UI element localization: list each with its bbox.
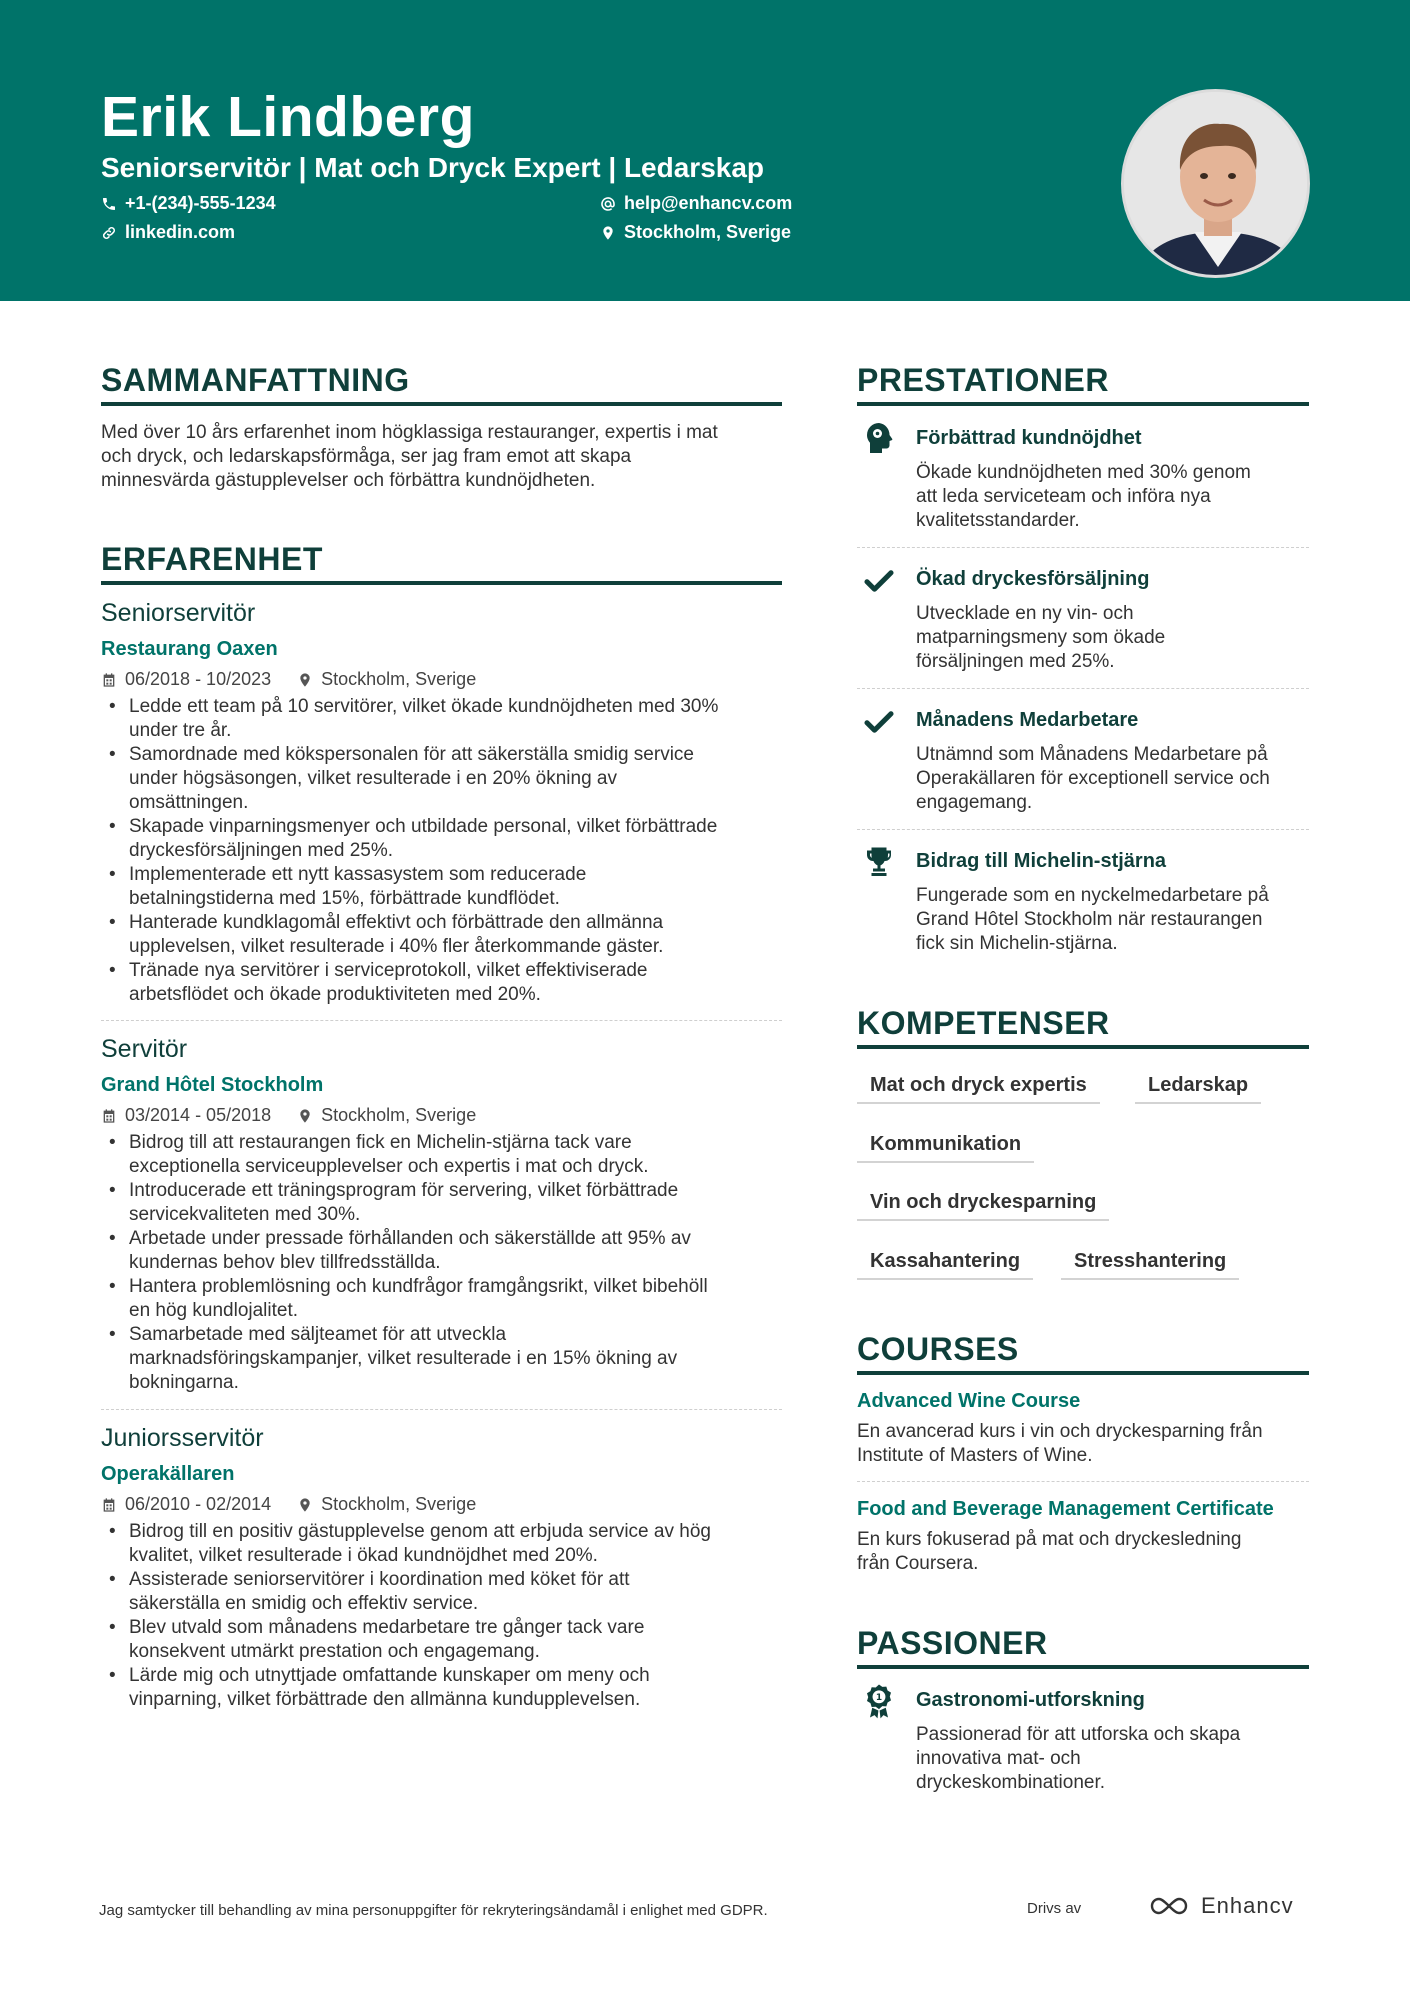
check-icon: [861, 563, 897, 599]
company-name: Grand Hôtel Stockholm: [101, 1074, 324, 1096]
skill-tag: Ledarskap: [1135, 1070, 1261, 1104]
achievement-text: Ökade kundnöjdheten med 30% genom att leda serviceteam och införa nya kvalitetsstandarder.: [916, 462, 1251, 531]
phone-icon: [101, 196, 117, 212]
calendar-icon: [101, 1108, 117, 1124]
job-meta: [101, 1105, 476, 1126]
bullet-item: • Ledde ett team på 10 servitörer, vilket ökade kundnöjdheten med 30% under tre år.: [101, 695, 791, 743]
avatar-illustration: [1124, 92, 1310, 278]
profile-photo: [1121, 89, 1310, 278]
location-pin-icon: [297, 672, 313, 688]
achievement-title: Ökad dryckesförsäljning: [916, 568, 1150, 590]
summary-title: SAMMANFATTNING: [101, 362, 410, 398]
bullet-item: • Tränade nya servitörer i serviceprotokoll, vilket effektiviserade arbetsflödet och ökade produktiviteten med 20%.: [101, 959, 791, 1007]
job-dates: 06/2018 - 10/2023: [125, 669, 272, 689]
calendar-icon: [101, 1497, 117, 1513]
trophy-icon: [861, 843, 897, 879]
job-meta: [101, 1494, 476, 1515]
job-bullets: [101, 1520, 791, 1712]
location-pin-icon: [600, 225, 616, 241]
job-bullets: [101, 1131, 791, 1395]
enhancv-logo[interactable]: [1147, 1893, 1294, 1919]
experience-title: ERFARENHET: [101, 541, 323, 577]
bullet-item: • Bidrog till att restaurangen fick en Michelin-stjärna tack vare exceptionella serviceupplevelser och expertis i mat och dryck.: [101, 1131, 791, 1179]
job-title: Servitör: [101, 1035, 188, 1063]
course-title: Food and Beverage Management Certificate: [857, 1498, 1274, 1520]
job-dates: 03/2014 - 05/2018: [125, 1105, 272, 1125]
linkedin-text: linkedin.com: [125, 222, 236, 242]
summary-text: [101, 421, 791, 493]
check-icon: [861, 704, 897, 740]
bullet-item: • Assisterade seniorservitörer i koordination med köket för att säkerställa en smidig och effektiv service.: [101, 1568, 791, 1616]
courses-title: COURSES: [857, 1331, 1019, 1367]
brand-name: Enhancv: [1201, 1893, 1294, 1918]
course-description: En kurs fokuserad på mat och dryckesledning från Coursera.: [857, 1529, 1242, 1574]
job-location: Stockholm, Sverige: [321, 669, 477, 689]
svg-text:1: 1: [875, 1693, 883, 1704]
location-contact: [600, 222, 791, 243]
bullet-item: • Lärde mig och utnyttjade omfattande kunskaper om meny och vinparning, vilket förbättrade den allmänna kundupplevelsen.: [101, 1664, 791, 1712]
skills-title: KOMPETENSER: [857, 1005, 1110, 1041]
calendar-icon: [101, 672, 117, 688]
course-description: En avancerad kurs i vin och dryckesparning från Institute of Masters of Wine.: [857, 1421, 1263, 1466]
bullet-item: • Blev utvald som månadens medarbetare tre gånger tack vare konsekvent utmärkt prestation och engagemang.: [101, 1616, 791, 1664]
job-location: Stockholm, Sverige: [321, 1105, 477, 1125]
bullet-item: • Skapade vinparningsmenyer och utbildade personal, vilket förbättrade dryckesförsäljningen med 25%.: [101, 815, 791, 863]
infinity-logo-icon: [1147, 1894, 1193, 1918]
passions-rule: [857, 1665, 1309, 1669]
summary-rule: [101, 402, 782, 406]
job-divider: [101, 1020, 782, 1021]
achievement-text: Utvecklade en ny vin- och matparningsmeny som ökade försäljningen med 25%.: [916, 603, 1166, 672]
linkedin-contact[interactable]: [101, 222, 235, 243]
achievement-title: Månadens Medarbetare: [916, 709, 1139, 731]
achievement-text: Utnämnd som Månadens Medarbetare på Operakällaren för exceptionell service och engagemang.: [916, 744, 1270, 813]
job-title: Seniorservitör: [101, 599, 256, 627]
bullet-item: • Implementerade ett nytt kassasystem som reducerade betalningstiderna med 15%, förbättrade kundflödet.: [101, 863, 791, 911]
head-icon: [861, 420, 897, 456]
skill-tag: Kommunikation: [857, 1129, 1034, 1163]
experience-rule: [101, 581, 782, 585]
achievement-divider: [857, 829, 1309, 830]
bullet-item: • Introducerade ett träningsprogram för servering, vilket förbättrade servicekvaliteten med 30%.: [101, 1179, 791, 1227]
company-name: Operakällaren: [101, 1463, 235, 1485]
bullet-item: • Bidrog till en positiv gästupplevelse genom att erbjuda service av hög kvalitet, vilket resulterade i ökad kundnöjdhet med 20%.: [101, 1520, 791, 1568]
skills-rule: [857, 1045, 1309, 1049]
passion-title: Gastronomi-utforskning: [916, 1689, 1145, 1711]
course-divider: [857, 1481, 1309, 1482]
skill-tag: Stresshantering: [1061, 1246, 1239, 1280]
job-title: Juniorsservitör: [101, 1424, 264, 1452]
phone-text: +1-(234)-555-1234: [125, 193, 276, 213]
courses-rule: [857, 1371, 1309, 1375]
location-pin-icon: [297, 1108, 313, 1124]
achievements-rule: [857, 402, 1309, 406]
achievement-text: Fungerade som en nyckelmedarbetare på Grand Hôtel Stockholm när restaurangen fick sin Michelin-stjärna.: [916, 885, 1269, 954]
email-text: help@enhancv.com: [624, 193, 793, 213]
skill-tag: Mat och dryck expertis: [857, 1070, 1100, 1104]
bullet-item: • Hantera problemlösning och kundfrågor framgångsrikt, vilket bibehöll en hög kundlojalitet.: [101, 1275, 791, 1323]
bullet-item: • Samarbetade med säljteamet för att utveckla marknadsföringskampanjer, vilket resulterade i en 15% ökning av bokningarna.: [101, 1323, 791, 1395]
candidate-headline: Seniorservitör | Mat och Dryck Expert | Ledarskap: [101, 152, 765, 183]
location-text: Stockholm, Sverige: [624, 222, 792, 242]
skill-tag: Vin och dryckesparning: [857, 1187, 1109, 1221]
achievement-title: Bidrag till Michelin-stjärna: [916, 850, 1167, 872]
powered-by-label: Drivs av: [1027, 1900, 1082, 1917]
candidate-name: Erik Lindberg: [101, 85, 475, 149]
achievements-title: PRESTATIONER: [857, 362, 1109, 398]
award-ribbon-icon: [861, 1683, 897, 1719]
course-title: Advanced Wine Course: [857, 1390, 1081, 1412]
email-contact[interactable]: [600, 193, 792, 214]
summary-line: och dryck, och ledarskapsförmåga, ser jag fram emot att skapa: [101, 446, 632, 467]
job-divider: [101, 1409, 782, 1410]
gdpr-consent: Jag samtycker till behandling av mina personuppgifter för rekryteringsändamål i enlighet med GDPR.: [99, 1902, 768, 1919]
job-dates: 06/2010 - 02/2014: [125, 1494, 272, 1514]
bullet-item: • Arbetade under pressade förhållanden och säkerställde att 95% av kundernas behov blev tillfredsställda.: [101, 1227, 791, 1275]
summary-line: Med över 10 års erfarenhet inom högklassiga restauranger, expertis i mat: [101, 422, 718, 443]
job-location: Stockholm, Sverige: [321, 1494, 477, 1514]
achievement-divider: [857, 688, 1309, 689]
summary-line: minnesvärda gästupplevelser och förbättra kundnöjdheten.: [101, 470, 596, 491]
passions-title: PASSIONER: [857, 1625, 1048, 1661]
link-icon: [101, 225, 117, 241]
achievement-divider: [857, 547, 1309, 548]
skill-tag: Kassahantering: [857, 1246, 1033, 1280]
at-icon: [600, 196, 616, 212]
company-name: Restaurang Oaxen: [101, 638, 278, 660]
phone-contact[interactable]: [101, 193, 276, 214]
job-meta: [101, 669, 476, 690]
passion-text: Passionerad för att utforska och skapa innovativa mat- och dryckeskombinationer.: [916, 1724, 1241, 1793]
resume-header: [0, 0, 1410, 301]
bullet-item: • Samordnade med kökspersonalen för att säkerställa smidig service under högsäsongen, vilket resulterade i en 20% ökning av omsättningen.: [101, 743, 791, 815]
job-bullets: [101, 695, 791, 1007]
achievement-title: Förbättrad kundnöjdhet: [916, 427, 1142, 449]
location-pin-icon: [297, 1497, 313, 1513]
bullet-item: • Hanterade kundklagomål effektivt och förbättrade den allmänna upplevelsen, vilket resulterade i 40% fler återkommande gäster.: [101, 911, 791, 959]
